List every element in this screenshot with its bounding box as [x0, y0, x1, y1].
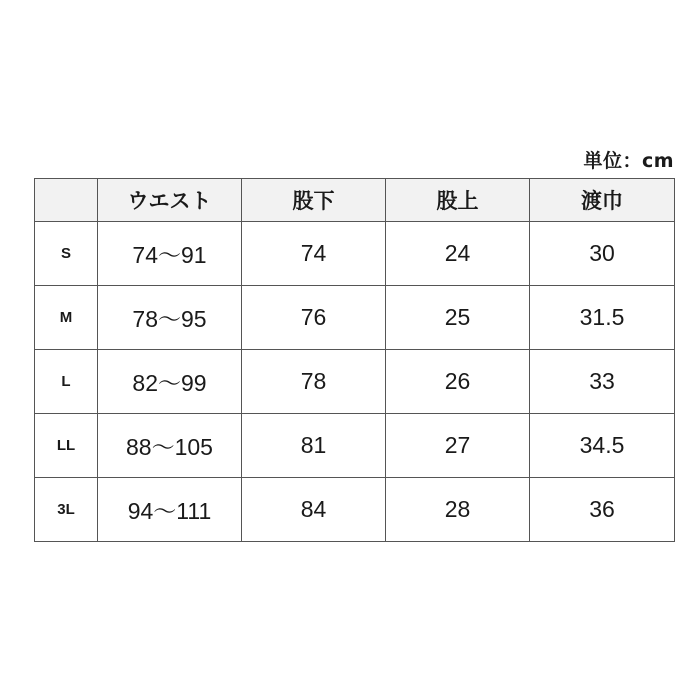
- thigh-width-cell: 31.5: [530, 286, 675, 350]
- table-header-row: [35, 179, 675, 222]
- header-waist: ウエスト: [98, 179, 242, 222]
- table-row: [35, 222, 675, 286]
- inseam-cell: 81: [242, 414, 386, 478]
- header-rise: 股上: [386, 179, 530, 222]
- rise-cell: 25: [386, 286, 530, 350]
- unit-label: 単位：cm: [583, 150, 674, 172]
- size-cell: M: [35, 286, 98, 350]
- waist-cell: 78～95: [98, 286, 242, 350]
- size-cell: S: [35, 222, 98, 286]
- rise-cell: 24: [386, 222, 530, 286]
- inseam-cell: 84: [242, 478, 386, 542]
- size-chart-table: [34, 178, 675, 542]
- header-inseam: 股下: [242, 179, 386, 222]
- thigh-width-cell: 36: [530, 478, 675, 542]
- header-thigh-width: 渡巾: [530, 179, 675, 222]
- header-size: [35, 179, 98, 222]
- rise-cell: 27: [386, 414, 530, 478]
- rise-cell: 26: [386, 350, 530, 414]
- table-row: [35, 478, 675, 542]
- inseam-cell: 76: [242, 286, 386, 350]
- thigh-width-cell: 34.5: [530, 414, 675, 478]
- size-cell: L: [35, 350, 98, 414]
- table-row: [35, 286, 675, 350]
- size-cell: LL: [35, 414, 98, 478]
- waist-cell: 88～105: [98, 414, 242, 478]
- inseam-cell: 74: [242, 222, 386, 286]
- waist-cell: 82～99: [98, 350, 242, 414]
- thigh-width-cell: 30: [530, 222, 675, 286]
- inseam-cell: 78: [242, 350, 386, 414]
- thigh-width-cell: 33: [530, 350, 675, 414]
- table-row: [35, 414, 675, 478]
- table-row: [35, 350, 675, 414]
- waist-cell: 94～111: [98, 478, 242, 542]
- size-cell: 3L: [35, 478, 98, 542]
- rise-cell: 28: [386, 478, 530, 542]
- waist-cell: 74～91: [98, 222, 242, 286]
